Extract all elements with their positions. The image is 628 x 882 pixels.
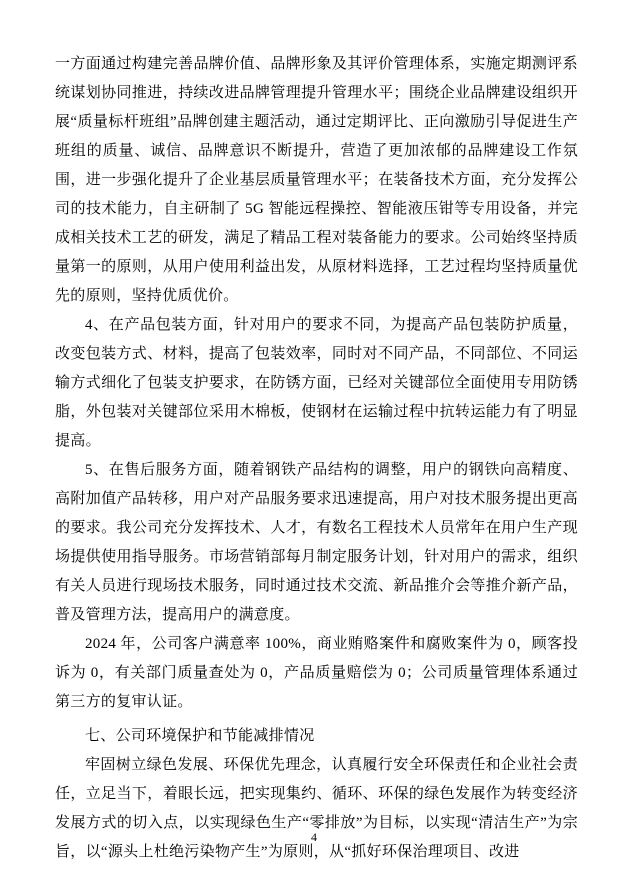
paragraph-brand-quality: 一方面通过构建完善品牌价值、品牌形象及其评价管理体系，实施定期测评系统谋划协同推进，持续改进品牌管理提升管理水平；围绕企业品牌建设组织开展“质量标杆班组”品牌创建主题活动，通过定期评比、正向激励引导促进生产班组的质量、诚信、品牌意识不断提升，营造了更加浓郁的品牌建设工作氛围，进一步强化提升了企业基层质量管理水平；在装备技术方面，充分发挥公司的技术能力，自主研制了 5G 智能远程操控、智能液压钳等专用设备，并完成相关技术工艺的研发，满足了精品工程对装备能力的要求。公司始终坚持质量第一的原则，从用户使用利益出发，从原材料选择，工艺过程均坚持质量优先的原则，坚持优质优价。 (55, 56, 578, 304)
paragraph-green-development: 牢固树立绿色发展、环保优先理念，认真履行安全环保责任和企业社会责任，立足当下，着眼长远，把实现集约、循环、环保的绿色发展作为转变经济发展方式的切入点，以实现绿色生产“零排放”为目标，以实现“清洁生产”为宗旨，以“源头上杜绝污染物产生”为原则，从“抓好环保治理项目、改进 (55, 757, 578, 860)
page-number: 4 (311, 830, 317, 844)
paragraph-product-packaging: 4、在产品包装方面，针对用户的要求不同，为提高产品包装防护质量，改变包装方式、材料，提高了包装效率，同时对不同产品，不同部位、不同运输方式细化了包装支护要求，在防锈方面，已经对关键部位全面使用专用防锈脂，外包装对关键部位采用木棉板，使钢材在运输过程中抗转运能力有了明显提高。 (55, 317, 578, 449)
paragraph-2024-satisfaction-stats: 2024 年，公司客户满意率 100%，商业贿赂案件和腐败案件为 0，顾客投诉为 0，有关部门质量查处为 0，产品质量赔偿为 0；公司质量管理体系通过第三方的复审认证。 (55, 636, 578, 710)
section-heading-environment: 七、公司环境保护和节能减排情况 (85, 728, 315, 744)
page-footer (0, 828, 628, 846)
document-body (55, 50, 578, 867)
paragraph-after-sales-service: 5、在售后服务方面，随着钢铁产品结构的调整，用户的钢铁向高精度、高附加值产品转移，用户对产品服务要求迅速提高，用户对技术服务提出更高的要求。我公司充分发挥技术、人才，有数名工程技术人员常年在用户生产现场提供使用指导服务。市场营销部每月制定服务计划，针对用户的需求，组织有关人员进行现场技术服务，同时通过技术交流、新品推介会等推介新产品，普及管理方法，提高用户的满意度。 (55, 462, 578, 623)
